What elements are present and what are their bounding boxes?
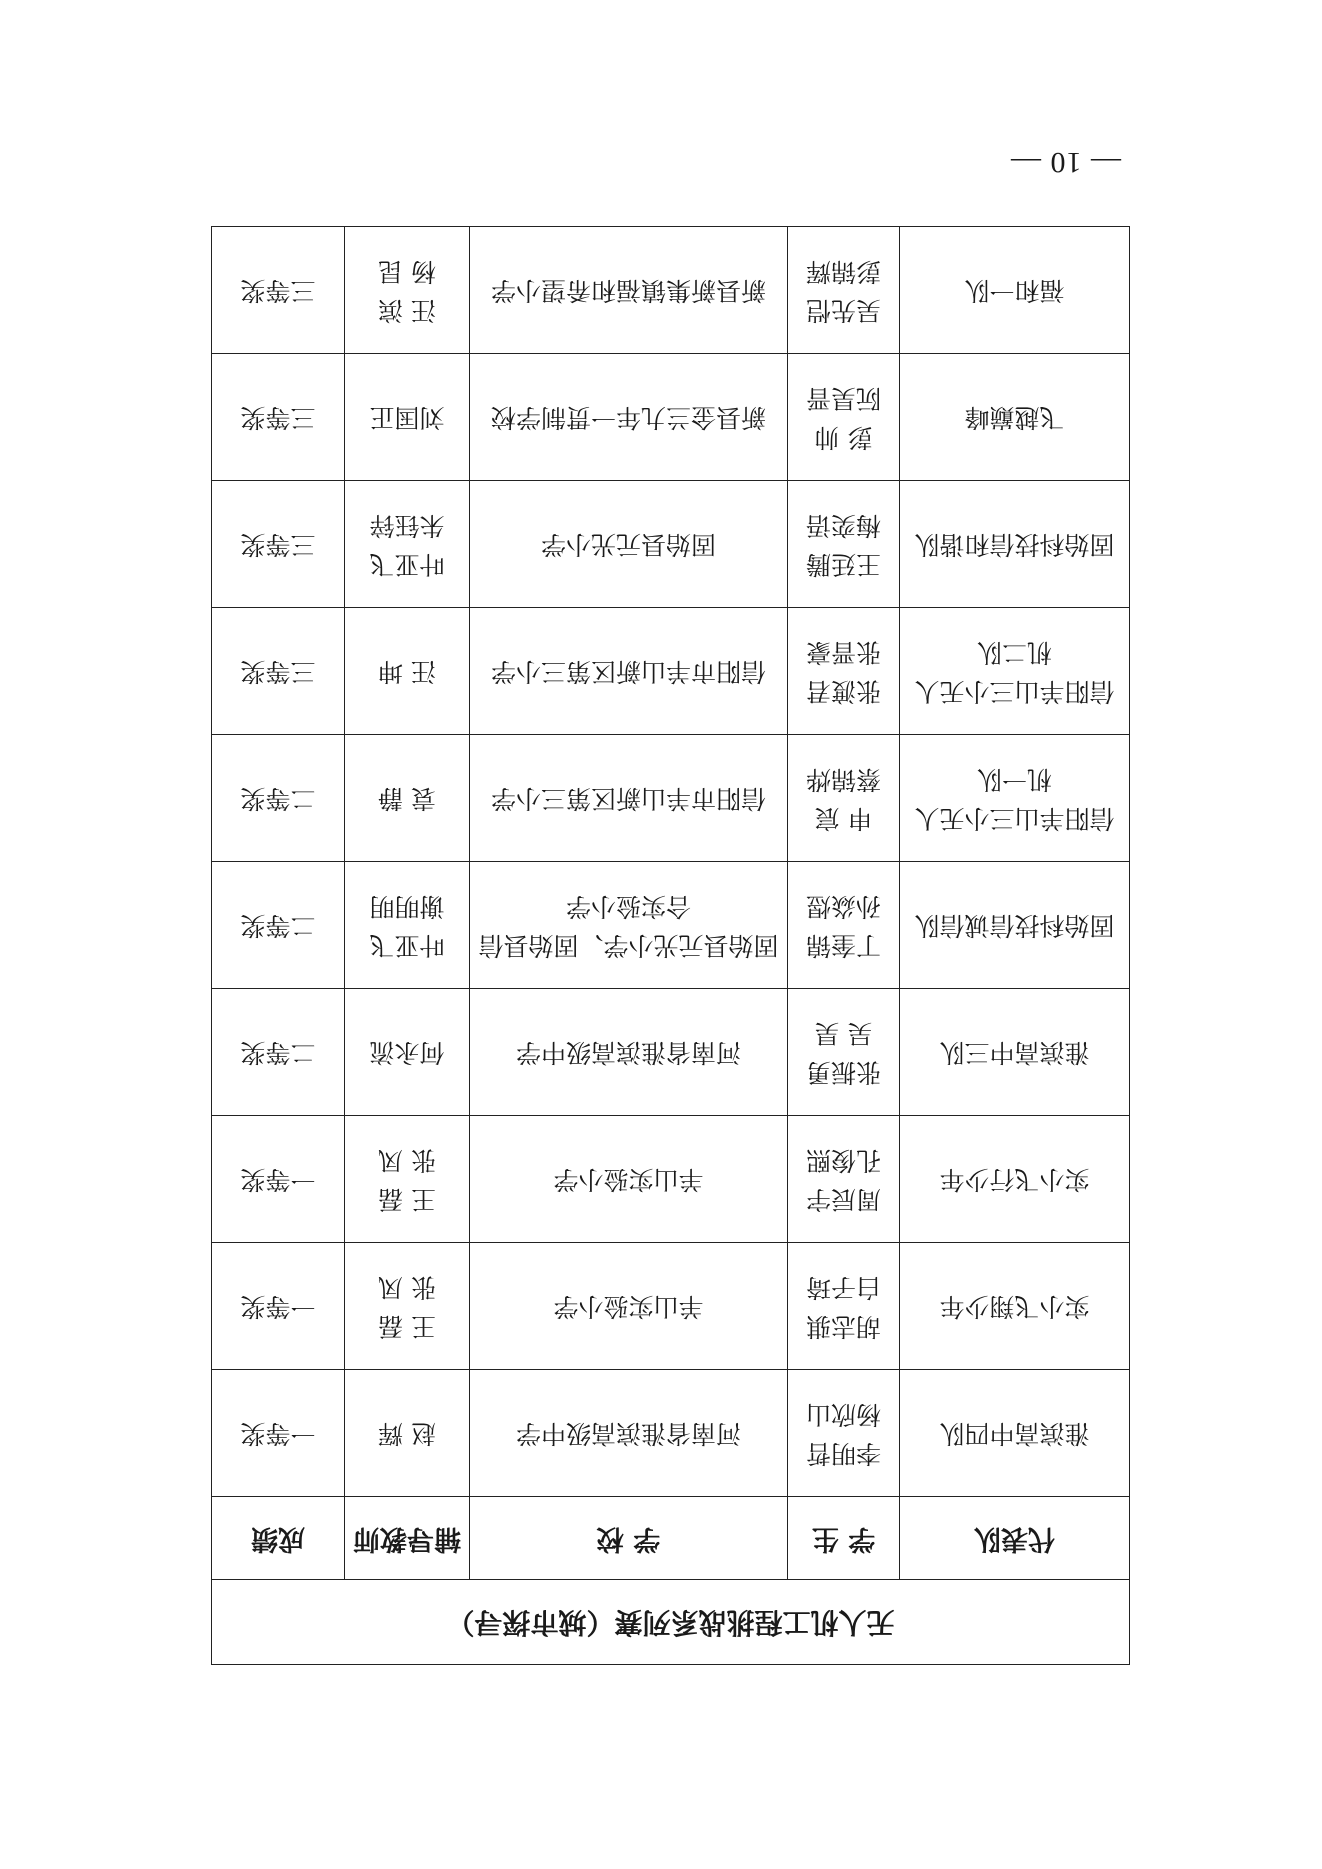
cell-teachers	[345, 227, 470, 354]
table-row	[212, 735, 1130, 862]
cell-team-line: 信阳羊山三小无人	[914, 676, 1115, 706]
cell-result	[212, 481, 345, 608]
cell-result	[212, 354, 345, 481]
cell-team-line: 固始科技信和谐队	[914, 530, 1115, 560]
cell-students	[788, 354, 900, 481]
header-result: 成绩	[212, 1497, 345, 1580]
cell-students	[788, 1370, 900, 1497]
awards-table	[211, 226, 1130, 1665]
cell-teachers-line: 何永流	[369, 1038, 445, 1068]
cell-students-line: 吴 昊	[814, 1019, 873, 1048]
cell-students-line: 申 宸	[814, 803, 873, 833]
cell-result-text: 二等奖	[240, 784, 316, 814]
cell-result	[212, 735, 345, 862]
cell-team	[900, 735, 1130, 862]
cell-school-line: 信阳市羊山新区第三小学	[491, 657, 767, 687]
header-team: 代表队	[900, 1497, 1130, 1580]
cell-school-line: 河南省淮滨高级中学	[516, 1038, 742, 1068]
cell-teachers-line: 王 磊	[378, 1184, 436, 1214]
cell-teachers	[345, 481, 470, 608]
cell-result	[212, 608, 345, 735]
cell-teachers-line: 刘国正	[369, 403, 445, 433]
cell-students	[788, 481, 900, 608]
cell-students	[788, 608, 900, 735]
cell-students-line: 孙焱煜	[806, 892, 882, 921]
cell-teachers-line: 叶亚飞	[369, 930, 445, 960]
cell-team-line: 淮滨高中三队	[939, 1038, 1090, 1068]
table-row	[212, 1243, 1130, 1370]
cell-teachers-line: 杨 昆	[378, 257, 436, 286]
cell-team-line: 飞越巅峰	[964, 403, 1065, 433]
cell-school	[470, 354, 788, 481]
cell-school	[470, 481, 788, 608]
cell-result	[212, 227, 345, 354]
cell-team	[900, 1116, 1130, 1243]
cell-result-text: 一等奖	[240, 1292, 316, 1322]
cell-students-line: 吴先恺	[806, 295, 882, 325]
cell-teachers-line: 赵 辉	[378, 1419, 436, 1449]
cell-teachers-line: 王 磊	[378, 1311, 436, 1341]
cell-students-line: 杨欣山	[806, 1400, 882, 1429]
header-teachers: 辅导教师	[345, 1497, 470, 1580]
cell-students-line: 张渡君	[806, 676, 882, 706]
cell-result-text: 一等奖	[240, 1165, 316, 1195]
cell-school	[470, 862, 788, 989]
cell-students-line: 胡志骐	[806, 1311, 882, 1341]
cell-school	[470, 735, 788, 862]
cell-students	[788, 227, 900, 354]
cell-students-line: 丁奎锦	[806, 930, 882, 960]
cell-teachers-line: 汪 坤	[378, 657, 436, 687]
cell-students-line: 周辰宇	[806, 1184, 882, 1214]
cell-teachers-line: 张 凤	[378, 1146, 436, 1175]
cell-result	[212, 1116, 345, 1243]
cell-teachers-line: 汪 滨	[378, 295, 436, 325]
cell-result-text: 三等奖	[240, 657, 316, 687]
table-row	[212, 481, 1130, 608]
header-school: 学 校	[470, 1497, 788, 1580]
cell-teachers-line: 朱钰锌	[369, 511, 445, 540]
cell-students-line: 张晋豪	[806, 638, 882, 667]
cell-school	[470, 608, 788, 735]
cell-result	[212, 1370, 345, 1497]
cell-result-text: 二等奖	[240, 911, 316, 941]
cell-school	[470, 1243, 788, 1370]
cell-team	[900, 481, 1130, 608]
cell-students-line: 彭 帅	[814, 422, 873, 452]
cell-team-line: 实小飞行少年	[939, 1165, 1090, 1195]
cell-school-line: 新县金兰九年一贯制学校	[491, 403, 767, 433]
cell-students-line: 李明哲	[806, 1438, 882, 1468]
table-title-row	[212, 1580, 1130, 1665]
cell-team	[900, 862, 1130, 989]
cell-result-text: 三等奖	[240, 403, 316, 433]
cell-result	[212, 989, 345, 1116]
cell-students	[788, 862, 900, 989]
cell-school-line: 河南省淮滨高级中学	[516, 1419, 742, 1449]
cell-team	[900, 989, 1130, 1116]
cell-school-line: 固始县元光小学、固始县信	[478, 930, 779, 960]
cell-students	[788, 989, 900, 1116]
cell-school-line: 合实验小学	[566, 892, 692, 921]
cell-teachers	[345, 1116, 470, 1243]
cell-students-line: 彭锦辉	[806, 257, 882, 286]
cell-school	[470, 989, 788, 1116]
cell-teachers	[345, 1243, 470, 1370]
cell-team-line: 固始科技信诚信队	[914, 911, 1115, 941]
cell-result	[212, 862, 345, 989]
table-row	[212, 227, 1130, 354]
cell-school-line: 羊山实验小学	[553, 1165, 704, 1195]
cell-result-text: 一等奖	[240, 1419, 316, 1449]
table-row	[212, 1116, 1130, 1243]
cell-result-text: 三等奖	[240, 530, 316, 560]
table-row	[212, 608, 1130, 735]
cell-team-line: 淮滨高中四队	[939, 1419, 1090, 1449]
cell-students-line: 梅奕语	[806, 511, 882, 540]
cell-team	[900, 608, 1130, 735]
cell-team	[900, 1370, 1130, 1497]
cell-team	[900, 354, 1130, 481]
cell-students-line: 白子琦	[806, 1273, 882, 1302]
cell-school	[470, 1370, 788, 1497]
cell-team	[900, 1243, 1130, 1370]
table-row	[212, 354, 1130, 481]
cell-teachers	[345, 354, 470, 481]
cell-school	[470, 227, 788, 354]
table-title: 无人机工程挑战系列赛（城市探寻）	[212, 1580, 1130, 1665]
cell-teachers	[345, 735, 470, 862]
cell-teachers-line: 谢明明	[369, 892, 445, 921]
cell-school-line: 羊山实验小学	[553, 1292, 704, 1322]
cell-team	[900, 227, 1130, 354]
cell-teachers	[345, 989, 470, 1116]
table-header-row	[212, 1497, 1130, 1580]
cell-students	[788, 735, 900, 862]
cell-students-line: 王廷腾	[806, 549, 882, 579]
cell-students	[788, 1116, 900, 1243]
cell-teachers	[345, 862, 470, 989]
header-students: 学 生	[788, 1497, 900, 1580]
cell-result-text: 三等奖	[240, 276, 316, 306]
cell-result-text: 二等奖	[240, 1038, 316, 1068]
cell-team-line: 机一队	[977, 765, 1053, 794]
cell-teachers-line: 叶亚飞	[369, 549, 445, 579]
cell-team-line: 机二队	[977, 638, 1053, 667]
cell-school	[470, 1116, 788, 1243]
cell-students-line: 孔俊熙	[806, 1146, 882, 1175]
table-row	[212, 862, 1130, 989]
page-number: — 10 —	[1010, 146, 1121, 179]
cell-school-line: 固始县元光小学	[541, 530, 717, 560]
awards-table-container	[212, 245, 1130, 1665]
cell-school-line: 信阳市羊山新区第三小学	[491, 784, 767, 814]
cell-result	[212, 1243, 345, 1370]
cell-students-line: 蔡锦烨	[806, 765, 882, 794]
cell-students-line: 阮昊晋	[806, 384, 882, 413]
cell-team-line: 实小飞翔少年	[939, 1292, 1090, 1322]
cell-team-line: 福和一队	[964, 276, 1065, 306]
cell-teachers	[345, 1370, 470, 1497]
cell-teachers-line: 袁 静	[378, 784, 436, 814]
table-row	[212, 1370, 1130, 1497]
table-row	[212, 989, 1130, 1116]
cell-school-line: 新县新集镇福和希望小学	[491, 276, 767, 306]
cell-teachers	[345, 608, 470, 735]
cell-students	[788, 1243, 900, 1370]
cell-team-line: 信阳羊山三小无人	[914, 803, 1115, 833]
cell-students-line: 张振勇	[806, 1057, 882, 1087]
cell-teachers-line: 张 凤	[378, 1273, 436, 1302]
